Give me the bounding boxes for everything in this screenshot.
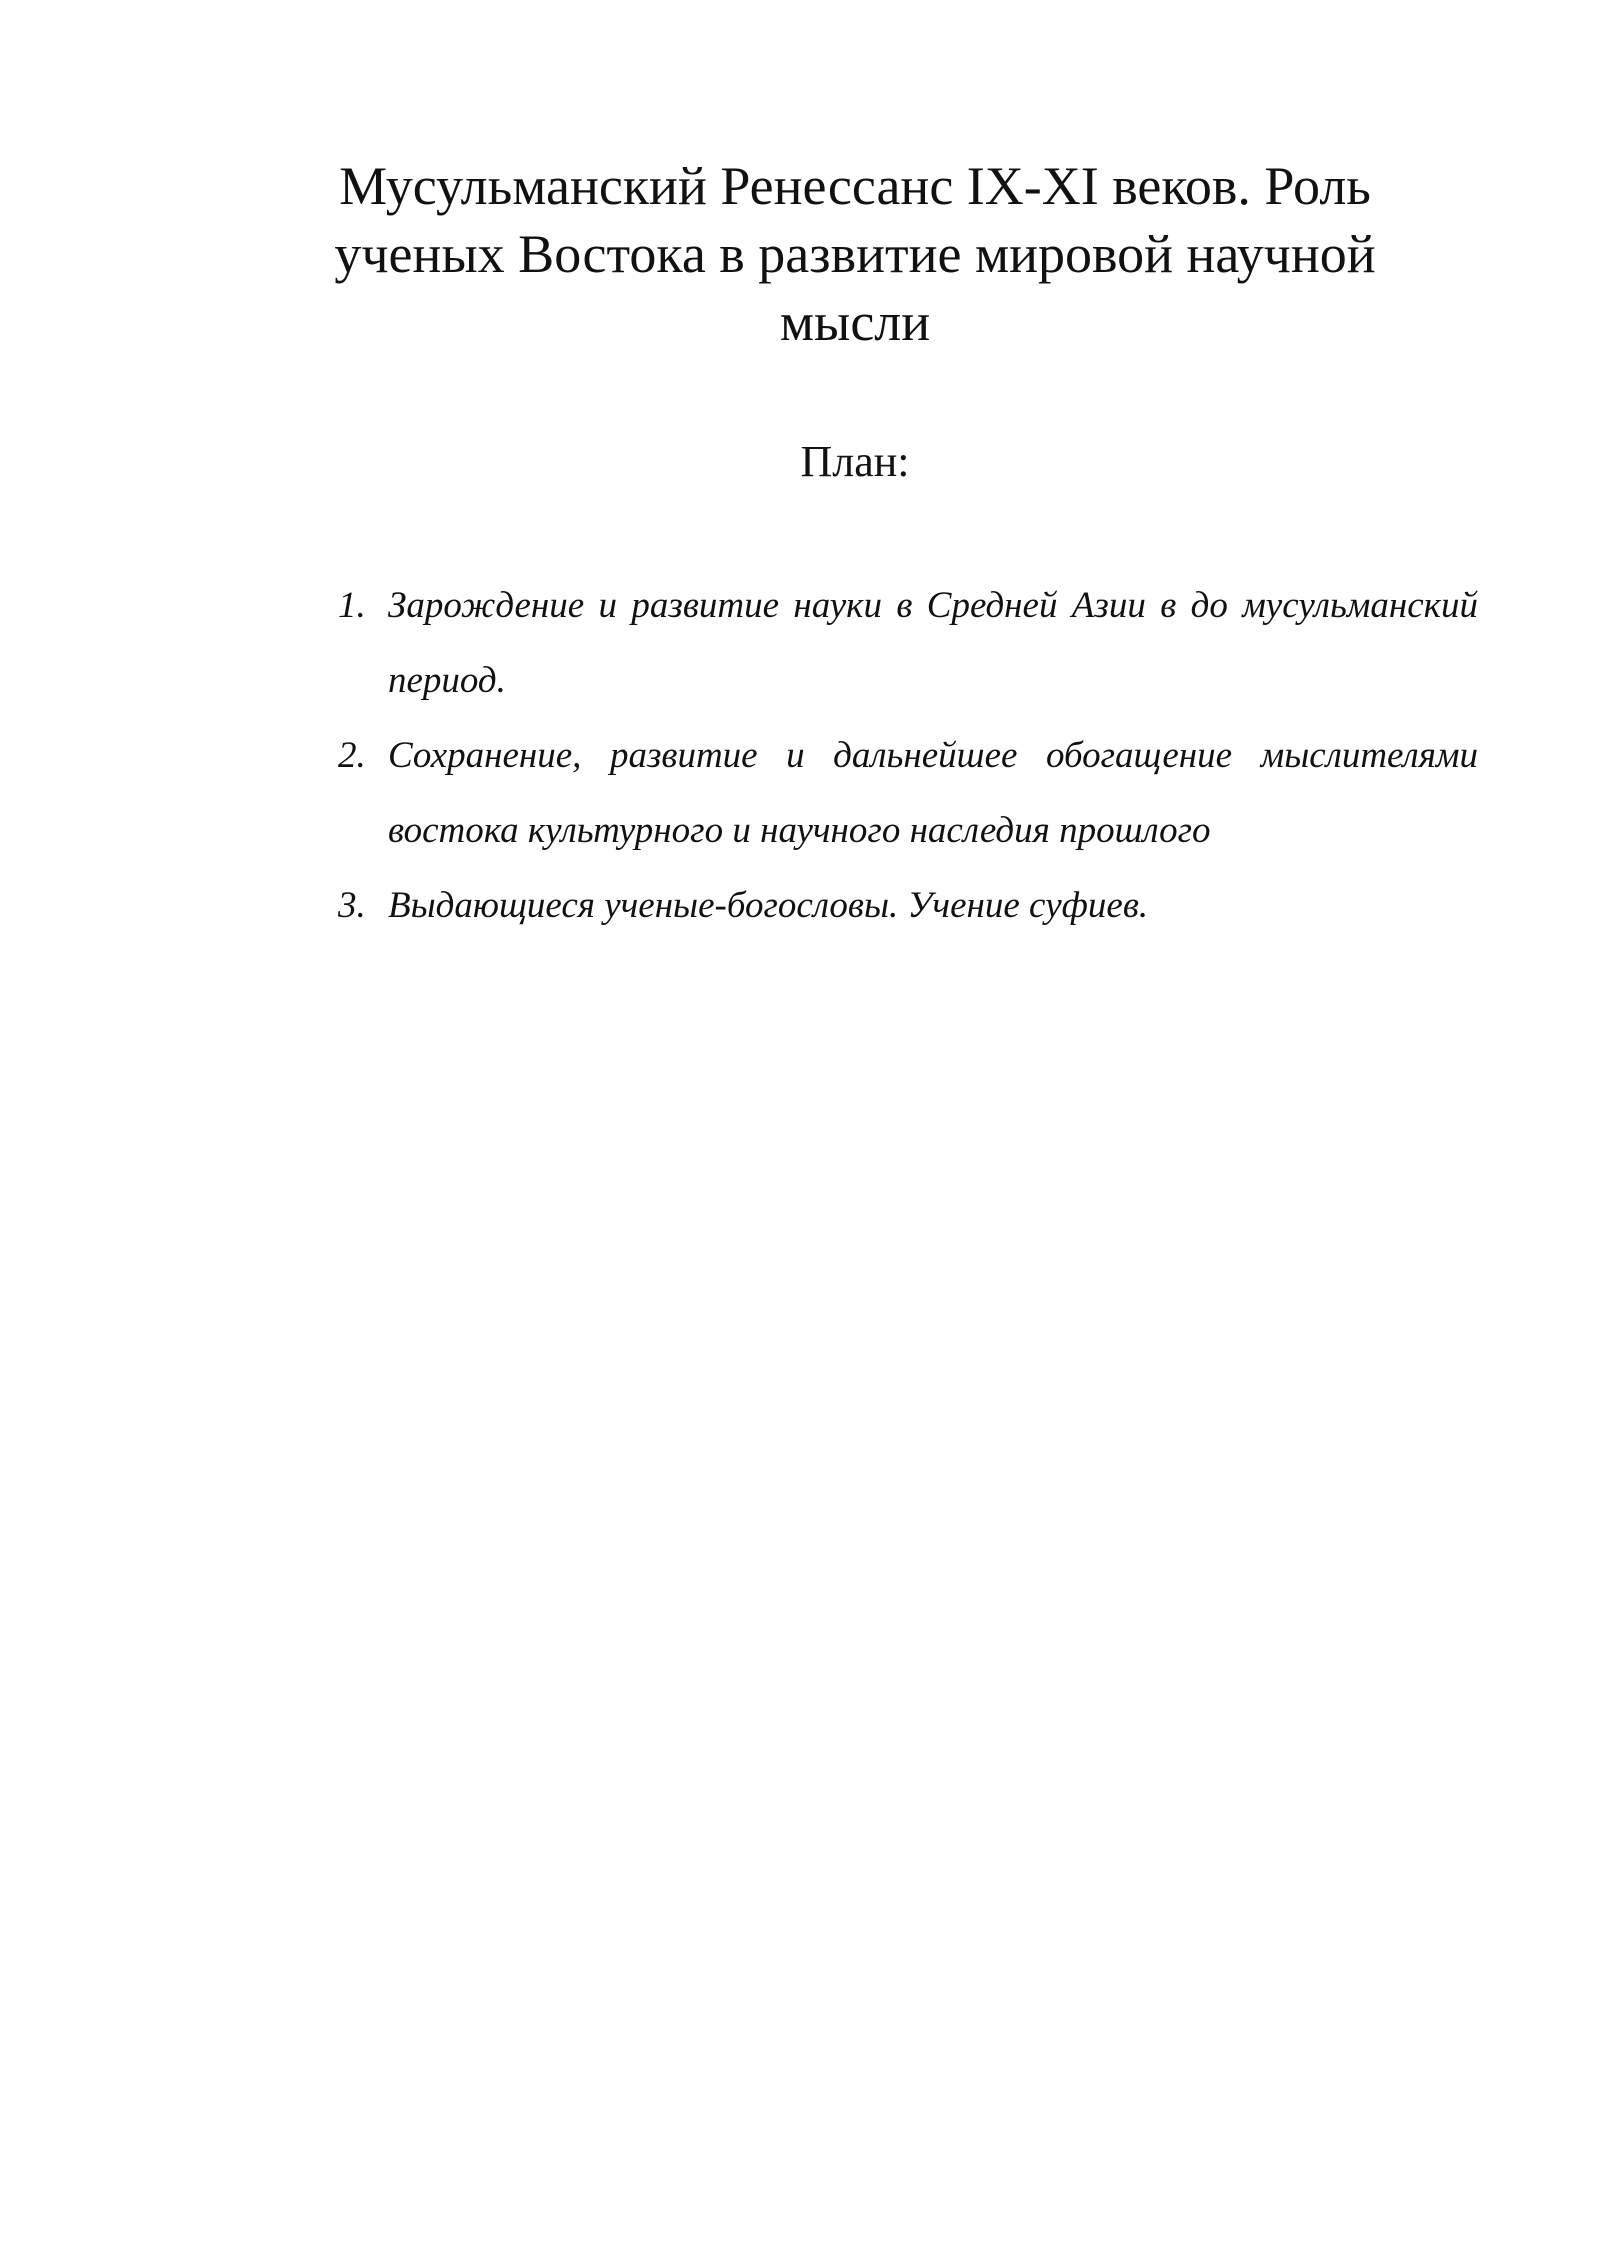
document-title: Мусульманский Ренессанс IX-XI веков. Роль ученых Востока в развитие мировой научной мысли (334, 156, 1376, 352)
plan-item (338, 868, 1478, 943)
plan-list (338, 568, 1478, 943)
plan-item-number: 1. (338, 585, 366, 626)
plan-item-number: 3. (338, 885, 366, 926)
plan-item (338, 568, 1478, 718)
plan-item-text: Выдающиеся ученые-богословы. Учение суфиев. (388, 885, 1149, 926)
plan-heading: План: (800, 437, 910, 486)
plan-item-text: Сохранение, развитие и дальнейшее обогащение мыслителями востока культурного и научного наследия прошлого (388, 735, 1478, 851)
plan-item (338, 718, 1478, 868)
plan-item-number: 2. (338, 735, 366, 776)
plan-item-text: Зарождение и развитие науки в Средней Азии в до мусульманский период. (388, 585, 1478, 701)
